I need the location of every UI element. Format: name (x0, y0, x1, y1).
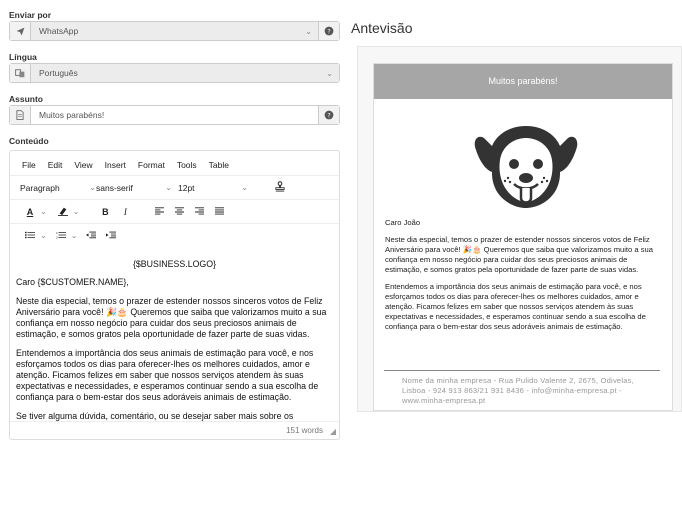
svg-text:?: ? (327, 112, 331, 120)
message-form (9, 0, 340, 440)
send-by-select[interactable] (9, 21, 340, 41)
editor-menubar (10, 151, 339, 175)
help-icon[interactable] (318, 22, 339, 40)
send-by-value-box[interactable] (31, 22, 318, 40)
editor-toolbar-row-2 (10, 199, 339, 223)
menu-insert[interactable]: Insert (104, 160, 126, 170)
font-family-select[interactable]: sans-serif ⌄ (96, 182, 172, 193)
chevron-down-icon: ⌄ (305, 26, 312, 36)
preview-panel (357, 46, 682, 412)
help-icon[interactable] (318, 106, 339, 124)
chevron-down-icon[interactable]: ⌄ (72, 207, 80, 216)
content-label: Conteúdo (9, 136, 49, 146)
menu-table[interactable]: Table (208, 160, 229, 170)
chevron-down-icon: ⌄ (89, 183, 96, 192)
send-by-label: Enviar por (9, 10, 52, 20)
greeting-text: Caro {$CUSTOMER.NAME}, (16, 277, 129, 287)
align-right-icon[interactable] (189, 207, 209, 217)
send-icon (10, 22, 31, 40)
email-body (385, 218, 663, 339)
editor-toolbar-row-1 (10, 175, 339, 199)
menu-tools[interactable]: Tools (176, 160, 197, 170)
bullet-list-icon[interactable] (20, 231, 40, 241)
bold-icon[interactable]: B (102, 206, 109, 217)
email-preview (373, 63, 673, 411)
align-center-icon[interactable] (169, 207, 189, 217)
subject-field[interactable] (9, 105, 340, 125)
font-size-select[interactable]: 12pt ⌄ (178, 182, 248, 193)
resize-handle-icon[interactable]: ◢ (329, 427, 336, 436)
block-format-select[interactable]: Paragraph ⌄ (20, 182, 96, 193)
svg-text:2: 2 (55, 234, 58, 239)
subject-label: Assunto (9, 94, 43, 104)
indent-icon[interactable] (101, 231, 121, 241)
language-value: Português (39, 68, 78, 78)
outdent-icon[interactable] (81, 231, 101, 241)
editor-toolbar-row-3 (10, 223, 339, 247)
document-icon (10, 106, 31, 124)
italic-icon[interactable]: I (123, 206, 127, 217)
paragraph-1: Neste dia especial, temos o prazer de estender nossos sinceros votos de Feliz Aniversário para você! 🎉🎂 Queremos que saiba que valorizamos muito a sua confiança em nosso negócio para cuidar dos seus preciosos animais de estimação, e somos gratos pela oportunidade de fazer parte de suas vidas. (16, 296, 327, 339)
language-label: Língua (9, 52, 37, 62)
paragraph-3: Se tiver alguma dúvida, comentário, ou se desejar saber mais sobre os (16, 411, 294, 421)
svg-text:?: ? (327, 28, 331, 36)
email-header: Muitos parabéns! (374, 64, 672, 99)
language-icon (10, 64, 31, 82)
dog-logo-icon (474, 116, 578, 212)
menu-edit[interactable]: Edit (47, 160, 63, 170)
stamp-icon[interactable] (270, 181, 290, 194)
subject-value: Muitos parabéns! (39, 110, 105, 120)
numbered-list-icon[interactable] (51, 231, 71, 241)
text-color-icon[interactable]: A (26, 206, 34, 217)
email-paragraph-2: Entendemos a importância dos seus animais de estimação para você, e nos esforçamos todos os dias para oferecer-lhes os melhores cuidados, amor e atenção. Ficamos felizes em saber que nossos serviços atendem às suas expectativas e necessidades, e esperamos continuar sendo a sua escolha de confiança para o bem-estar dos seus adoráveis animais de estimação. (385, 282, 646, 331)
chevron-down-icon: ⌄ (165, 183, 172, 192)
editor-statusbar (10, 421, 339, 439)
language-select[interactable] (9, 63, 340, 83)
chevron-down-icon[interactable]: ⌄ (40, 231, 47, 240)
paragraph-2: Entendemos a importância dos seus animais de estimação para você, e nos esforçamos todos os dias para oferecer-lhes os melhores cuidados, amor e atenção. Ficamos felizes em saber que nossos serviços atendem às suas expectativas e necessidades, e esperamos continuar sendo a sua escolha de confiança para o bem-estar dos seus adoráveis animais de estimação. (16, 348, 319, 402)
logo-token: {$BUSINESS.LOGO} (132, 259, 217, 269)
align-justify-icon[interactable] (209, 207, 229, 217)
editor-content[interactable] (10, 255, 339, 421)
highlight-icon[interactable] (53, 206, 73, 218)
chevron-down-icon: ⌄ (241, 183, 248, 192)
word-count: 151 words (286, 426, 323, 435)
send-by-value: WhatsApp (39, 26, 79, 36)
email-greeting: Caro João (385, 218, 421, 227)
rich-text-editor[interactable] (9, 150, 340, 440)
subject-input[interactable] (31, 106, 318, 124)
chevron-down-icon[interactable]: ⌄ (40, 207, 47, 216)
language-value-box[interactable] (31, 64, 339, 82)
menu-view[interactable]: View (74, 160, 93, 170)
align-left-icon[interactable] (149, 207, 169, 217)
email-paragraph-1: Neste dia especial, temos o prazer de estender nossos sinceros votos de Feliz Aniversário para você! 🎉🎂 Queremos que saiba que valorizamos muito a sua confiança em nosso negócio para cuidar dos seus preciosos animais de estimação, e somos gratos pela oportunidade de fazer parte de suas vidas. (385, 235, 653, 274)
preview-title: Antevisão (351, 20, 413, 36)
svg-text:1: 1 (55, 230, 58, 235)
menu-format[interactable]: Format (137, 160, 165, 170)
menu-file[interactable]: File (22, 160, 36, 170)
email-footer: Nome da minha empresa - Rua Pulido Valente 2, 2675, Odivelas, Lisboa - 924 913 863/21 931 8436 - info@minha-empresa.pt - www.minha-empresa.pt (384, 370, 660, 406)
chevron-down-icon: ⌄ (326, 68, 333, 78)
chevron-down-icon[interactable]: ⌄ (70, 231, 78, 240)
